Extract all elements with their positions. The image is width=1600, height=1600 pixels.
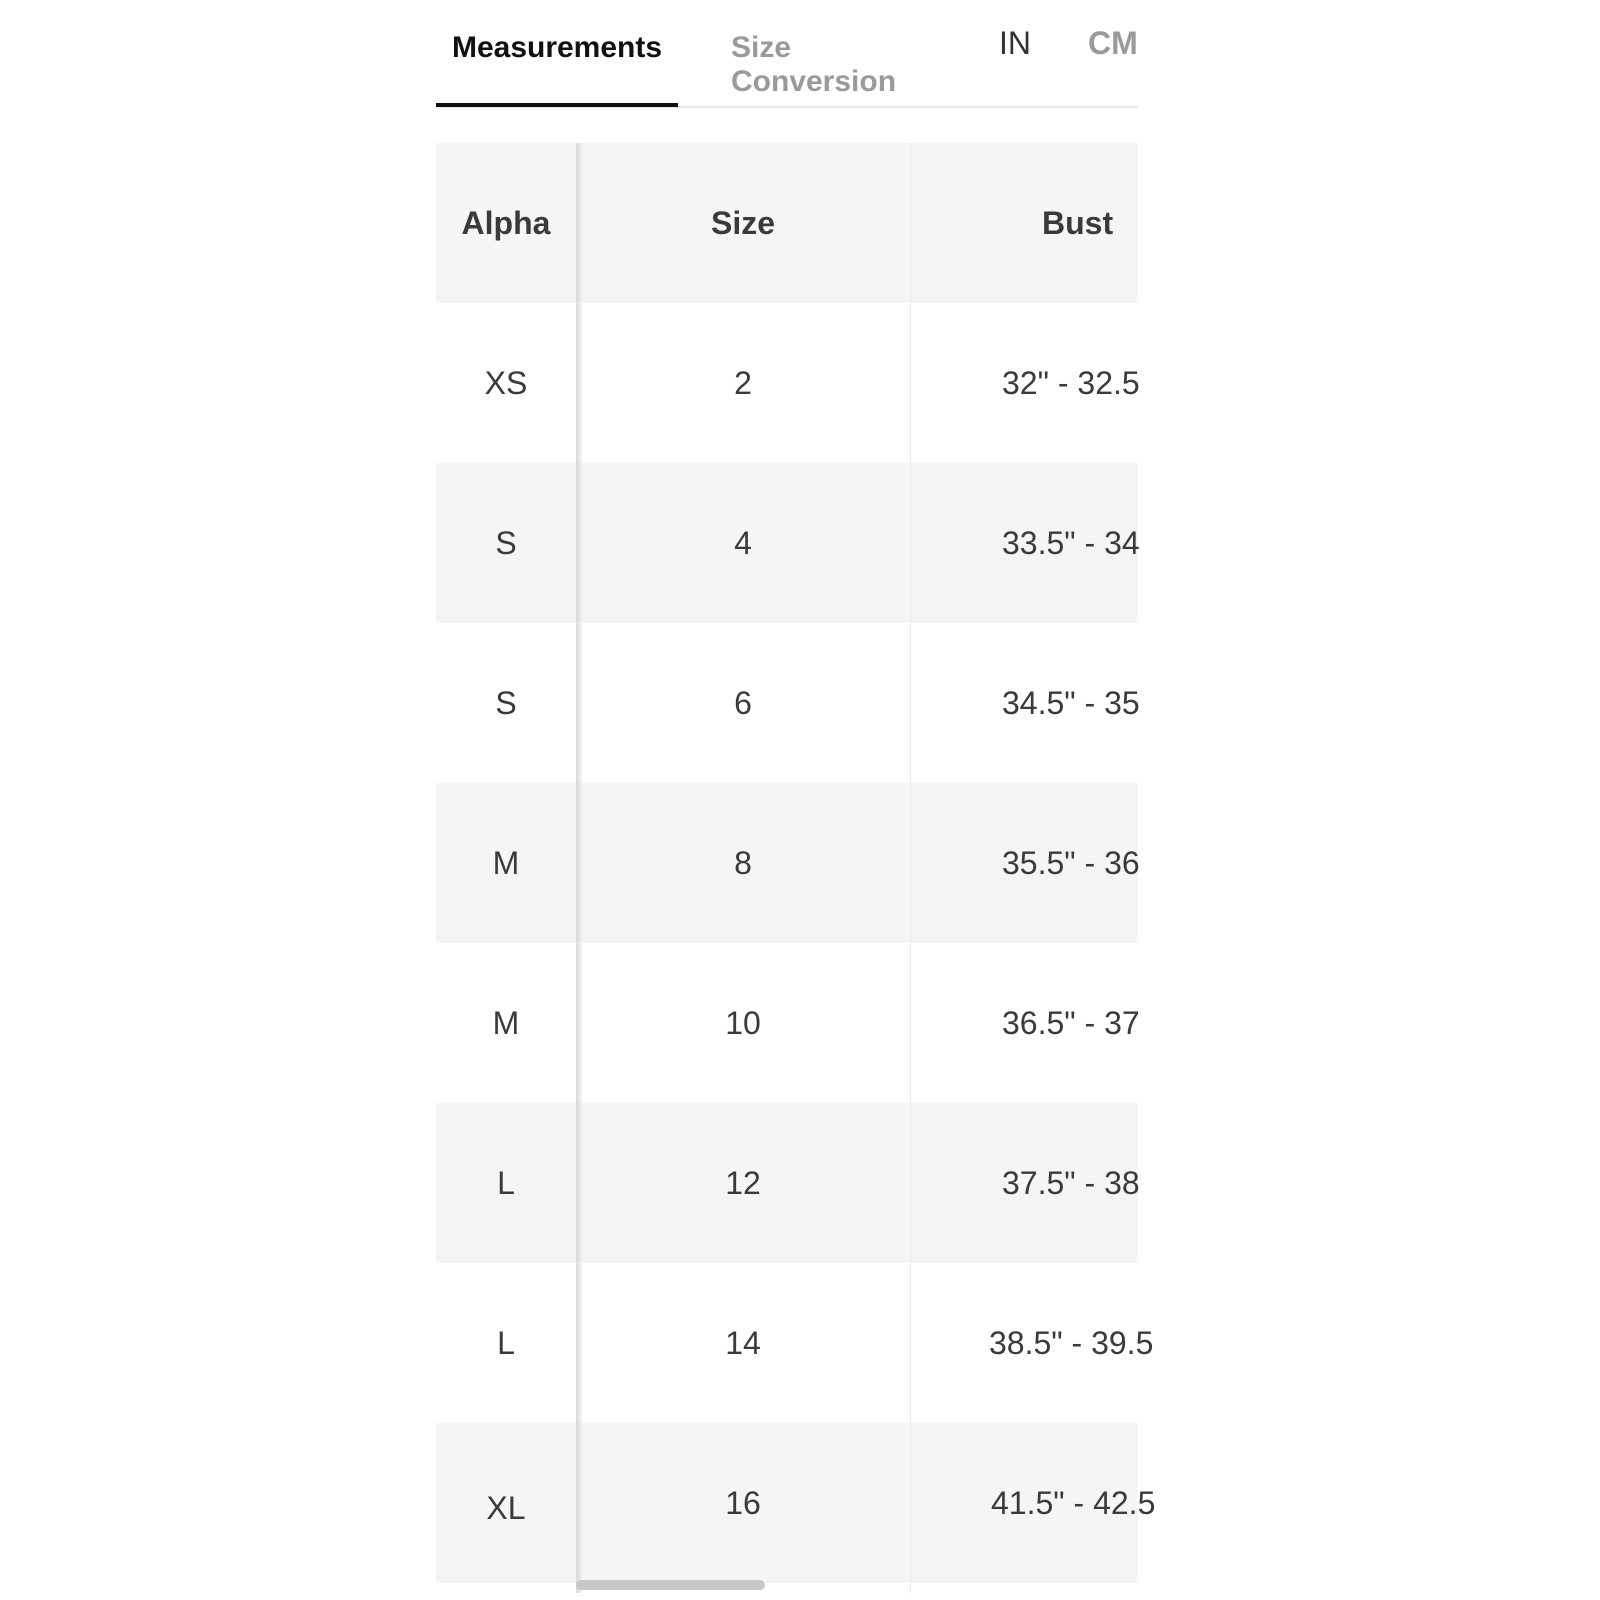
size-cell: 10: [725, 1005, 761, 1041]
size-cell: 8: [734, 845, 752, 881]
scrollbar-thumb[interactable]: [576, 1580, 765, 1590]
bust-value: 33.5" - 34: [1002, 525, 1140, 561]
tab-bar: [436, 0, 1138, 108]
size-table[interactable]: [436, 143, 1156, 1593]
bust-cell: [910, 1263, 1154, 1423]
bust-cell: [910, 1103, 1138, 1263]
table-row: [436, 463, 1138, 623]
size-cell: 16: [725, 1485, 761, 1521]
tab-measurements-label: Measurements: [451, 31, 663, 64]
column-header-size: Size: [710, 205, 776, 241]
size-cell: 2: [734, 365, 752, 401]
table-row: [436, 303, 1138, 463]
bust-value: 41.5" - 42.5: [991, 1485, 1156, 1521]
bust-value: 38.5" - 39.5: [989, 1325, 1154, 1361]
column-header-bust-label: Bust: [1042, 205, 1114, 241]
bust-cell: [910, 623, 1138, 783]
bust-value: 37.5" - 38: [1002, 1165, 1140, 1201]
bust-value: 32" - 32.5: [1002, 365, 1140, 401]
active-tab-indicator: [436, 103, 678, 107]
table-header-row: [436, 143, 1138, 303]
size-chart-widget: [436, 0, 1156, 1600]
size-cell: 12: [725, 1165, 761, 1201]
table-row: [436, 1263, 1154, 1423]
alpha-cell: XL: [486, 1490, 526, 1526]
bust-cell: [910, 783, 1138, 943]
bust-cell: [910, 303, 1138, 463]
tab-size-conversion-label: Size Conversion: [731, 31, 897, 98]
horizontal-scrollbar[interactable]: [576, 1580, 1138, 1590]
column-header-alpha: Alpha: [461, 205, 551, 241]
alpha-cell: M: [492, 1005, 520, 1041]
bust-cell: [910, 1423, 1156, 1583]
table-row: [436, 1103, 1138, 1263]
bust-value: 35.5" - 36: [1002, 845, 1140, 881]
table-row: [436, 943, 1138, 1103]
column-header-bust: [910, 143, 1138, 303]
alpha-cell: L: [497, 1165, 515, 1201]
bust-value: 34.5" - 35: [1002, 685, 1140, 721]
tab-measurements[interactable]: [436, 31, 678, 107]
size-cell: 6: [734, 685, 752, 721]
size-cell: 14: [725, 1325, 761, 1361]
table-row: [436, 623, 1138, 783]
bust-value: 36.5" - 37: [1002, 1005, 1140, 1041]
unit-toggle-in[interactable]: IN: [999, 25, 1031, 61]
sticky-column-shadow: [576, 143, 582, 1593]
alpha-cell: S: [495, 685, 517, 721]
alpha-cell: L: [497, 1325, 515, 1361]
alpha-cell: XS: [484, 365, 528, 401]
table-row: [436, 1423, 1156, 1583]
column-divider: [910, 143, 911, 1593]
unit-toggle-cm[interactable]: CM: [1088, 25, 1138, 61]
alpha-cell: M: [492, 845, 520, 881]
size-cell: 4: [734, 525, 752, 561]
tab-size-conversion[interactable]: [731, 31, 931, 99]
bust-cell: [910, 463, 1138, 623]
table-row: [436, 783, 1138, 943]
bust-cell: [910, 943, 1138, 1103]
alpha-cell: S: [495, 525, 517, 561]
